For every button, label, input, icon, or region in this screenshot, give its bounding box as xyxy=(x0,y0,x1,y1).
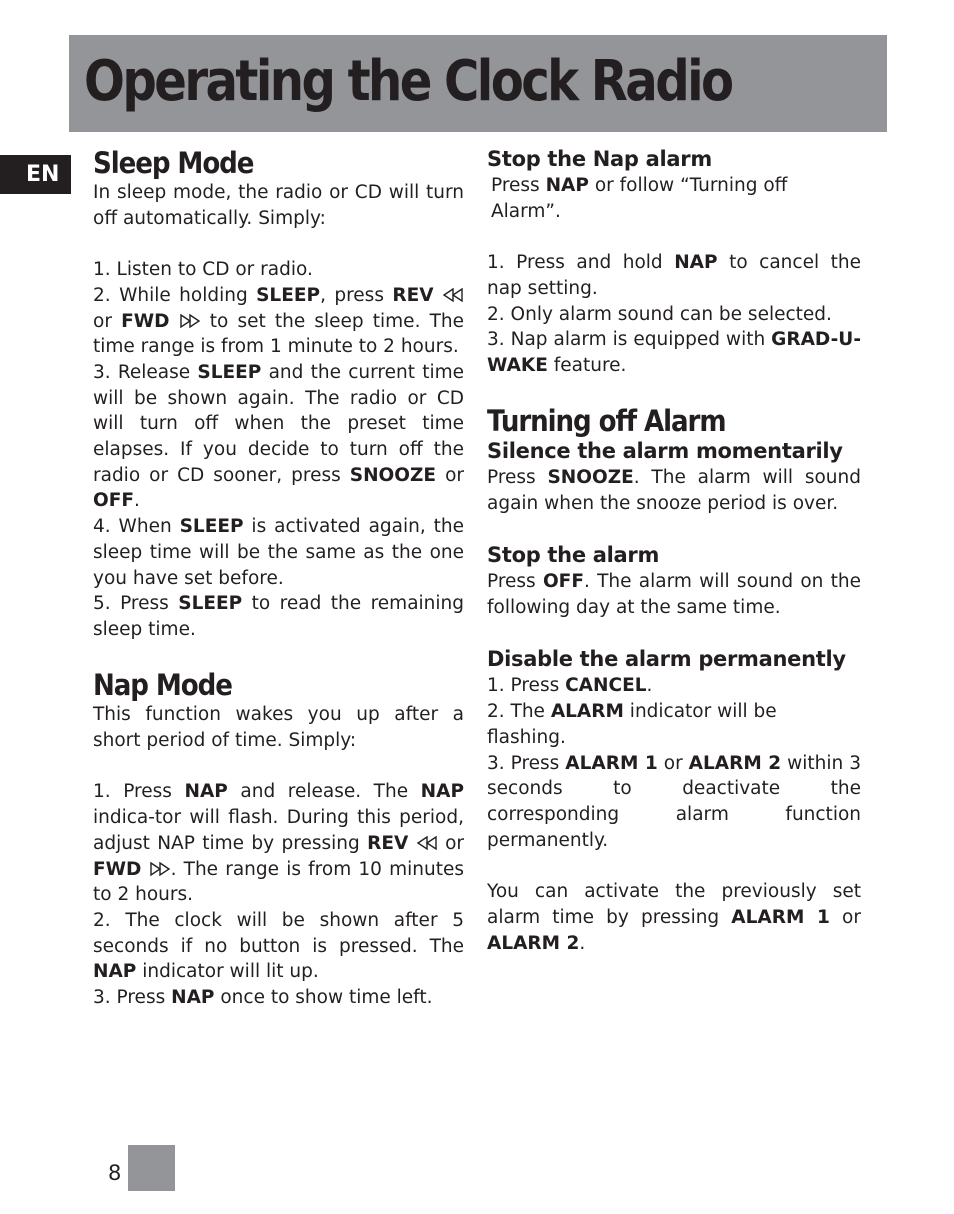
section-title-turning-off-alarm: Turning off Alarm xyxy=(487,404,726,439)
subsection-title-silence-alarm: Silence the alarm momentarily xyxy=(487,439,843,464)
sleep-step-1: 1. Listen to CD or radio. xyxy=(93,259,313,281)
sleep-step-2: 2. While holding SLEEP, press REV or FWD to set the sleep time. The time range is from 1 minute to 2 hours. xyxy=(93,284,464,358)
left-column xyxy=(93,146,464,1011)
sleep-step-4: 4. When SLEEP is activated again, the sleep time will be the same as the one you have set before. xyxy=(93,516,464,589)
stop-alarm-text: Press OFF. The alarm will sound on the following day at the same time. xyxy=(487,571,861,619)
stop-nap-step-2: 2. Only alarm sound can be selected. xyxy=(487,303,832,325)
disable-step-2: 2. The ALARM indicator will be flashing. xyxy=(487,701,777,748)
fast-forward-icon xyxy=(179,313,201,329)
disable-step-3: 3. Press ALARM 1 or ALARM 2 within 3 seconds to deactivate the corresponding alarm function permanently. xyxy=(487,752,861,851)
language-tab: EN xyxy=(0,155,71,194)
section-title-nap-mode: Nap Mode xyxy=(93,668,232,703)
nap-step-1: 1. Press NAP and release. The NAP indica-tor will flash. During this period, adjust NAP time by pressing REV or FWD . The range is from 10 minutes to 2 hours. xyxy=(93,781,464,906)
stop-nap-step-3: 3. Nap alarm is equipped with GRAD-U-WAKE feature. xyxy=(487,329,861,376)
nap-step-2: 2. The clock will be shown after 5 seconds if no button is pressed. The NAP indicator will lit up. xyxy=(93,909,464,983)
silence-alarm-text: Press SNOOZE. The alarm will sound again when the snooze period is over. xyxy=(487,467,861,514)
subsection-title-stop-alarm: Stop the alarm xyxy=(487,543,660,568)
page-number: 8 xyxy=(108,1161,122,1185)
page-title: Operating the Clock Radio xyxy=(84,49,732,114)
section-title-sleep-mode: Sleep Mode xyxy=(93,146,254,180)
sleep-step-5: 5. Press SLEEP to read the remaining sleep time. xyxy=(93,593,465,640)
subsection-title-stop-nap-alarm: Stop the Nap alarm xyxy=(487,147,712,171)
stop-nap-intro: Press NAP or follow “Turning off Alarm”. xyxy=(491,175,788,222)
subsection-title-disable-alarm: Disable the alarm permanently xyxy=(487,647,846,672)
right-column xyxy=(487,146,861,956)
nap-intro: This function wakes you up after a short period of time. Simply: xyxy=(93,704,464,752)
page-number-box xyxy=(128,1145,175,1191)
stop-nap-step-1: 1. Press and hold NAP to cancel the nap setting. xyxy=(487,252,861,299)
rewind-icon xyxy=(416,835,438,851)
nap-step-3: 3. Press NAP once to show time left. xyxy=(93,987,433,1009)
rewind-icon xyxy=(442,287,464,303)
fast-forward-icon xyxy=(149,861,171,877)
disable-step-1: 1. Press CANCEL. xyxy=(487,675,653,697)
reactivate-alarm-text: You can activate the previously set alarm time by pressing ALARM 1 or ALARM 2. xyxy=(487,881,861,954)
sleep-step-3: 3. Release SLEEP and the current time will be shown again. The radio or CD will turn off when the preset time elapses. If you decide to turn off the radio or CD sooner, press SNOOZE or OFF. xyxy=(93,361,464,512)
sleep-intro: In sleep mode, the radio or CD will turn off automatically. Simply: xyxy=(93,182,464,229)
